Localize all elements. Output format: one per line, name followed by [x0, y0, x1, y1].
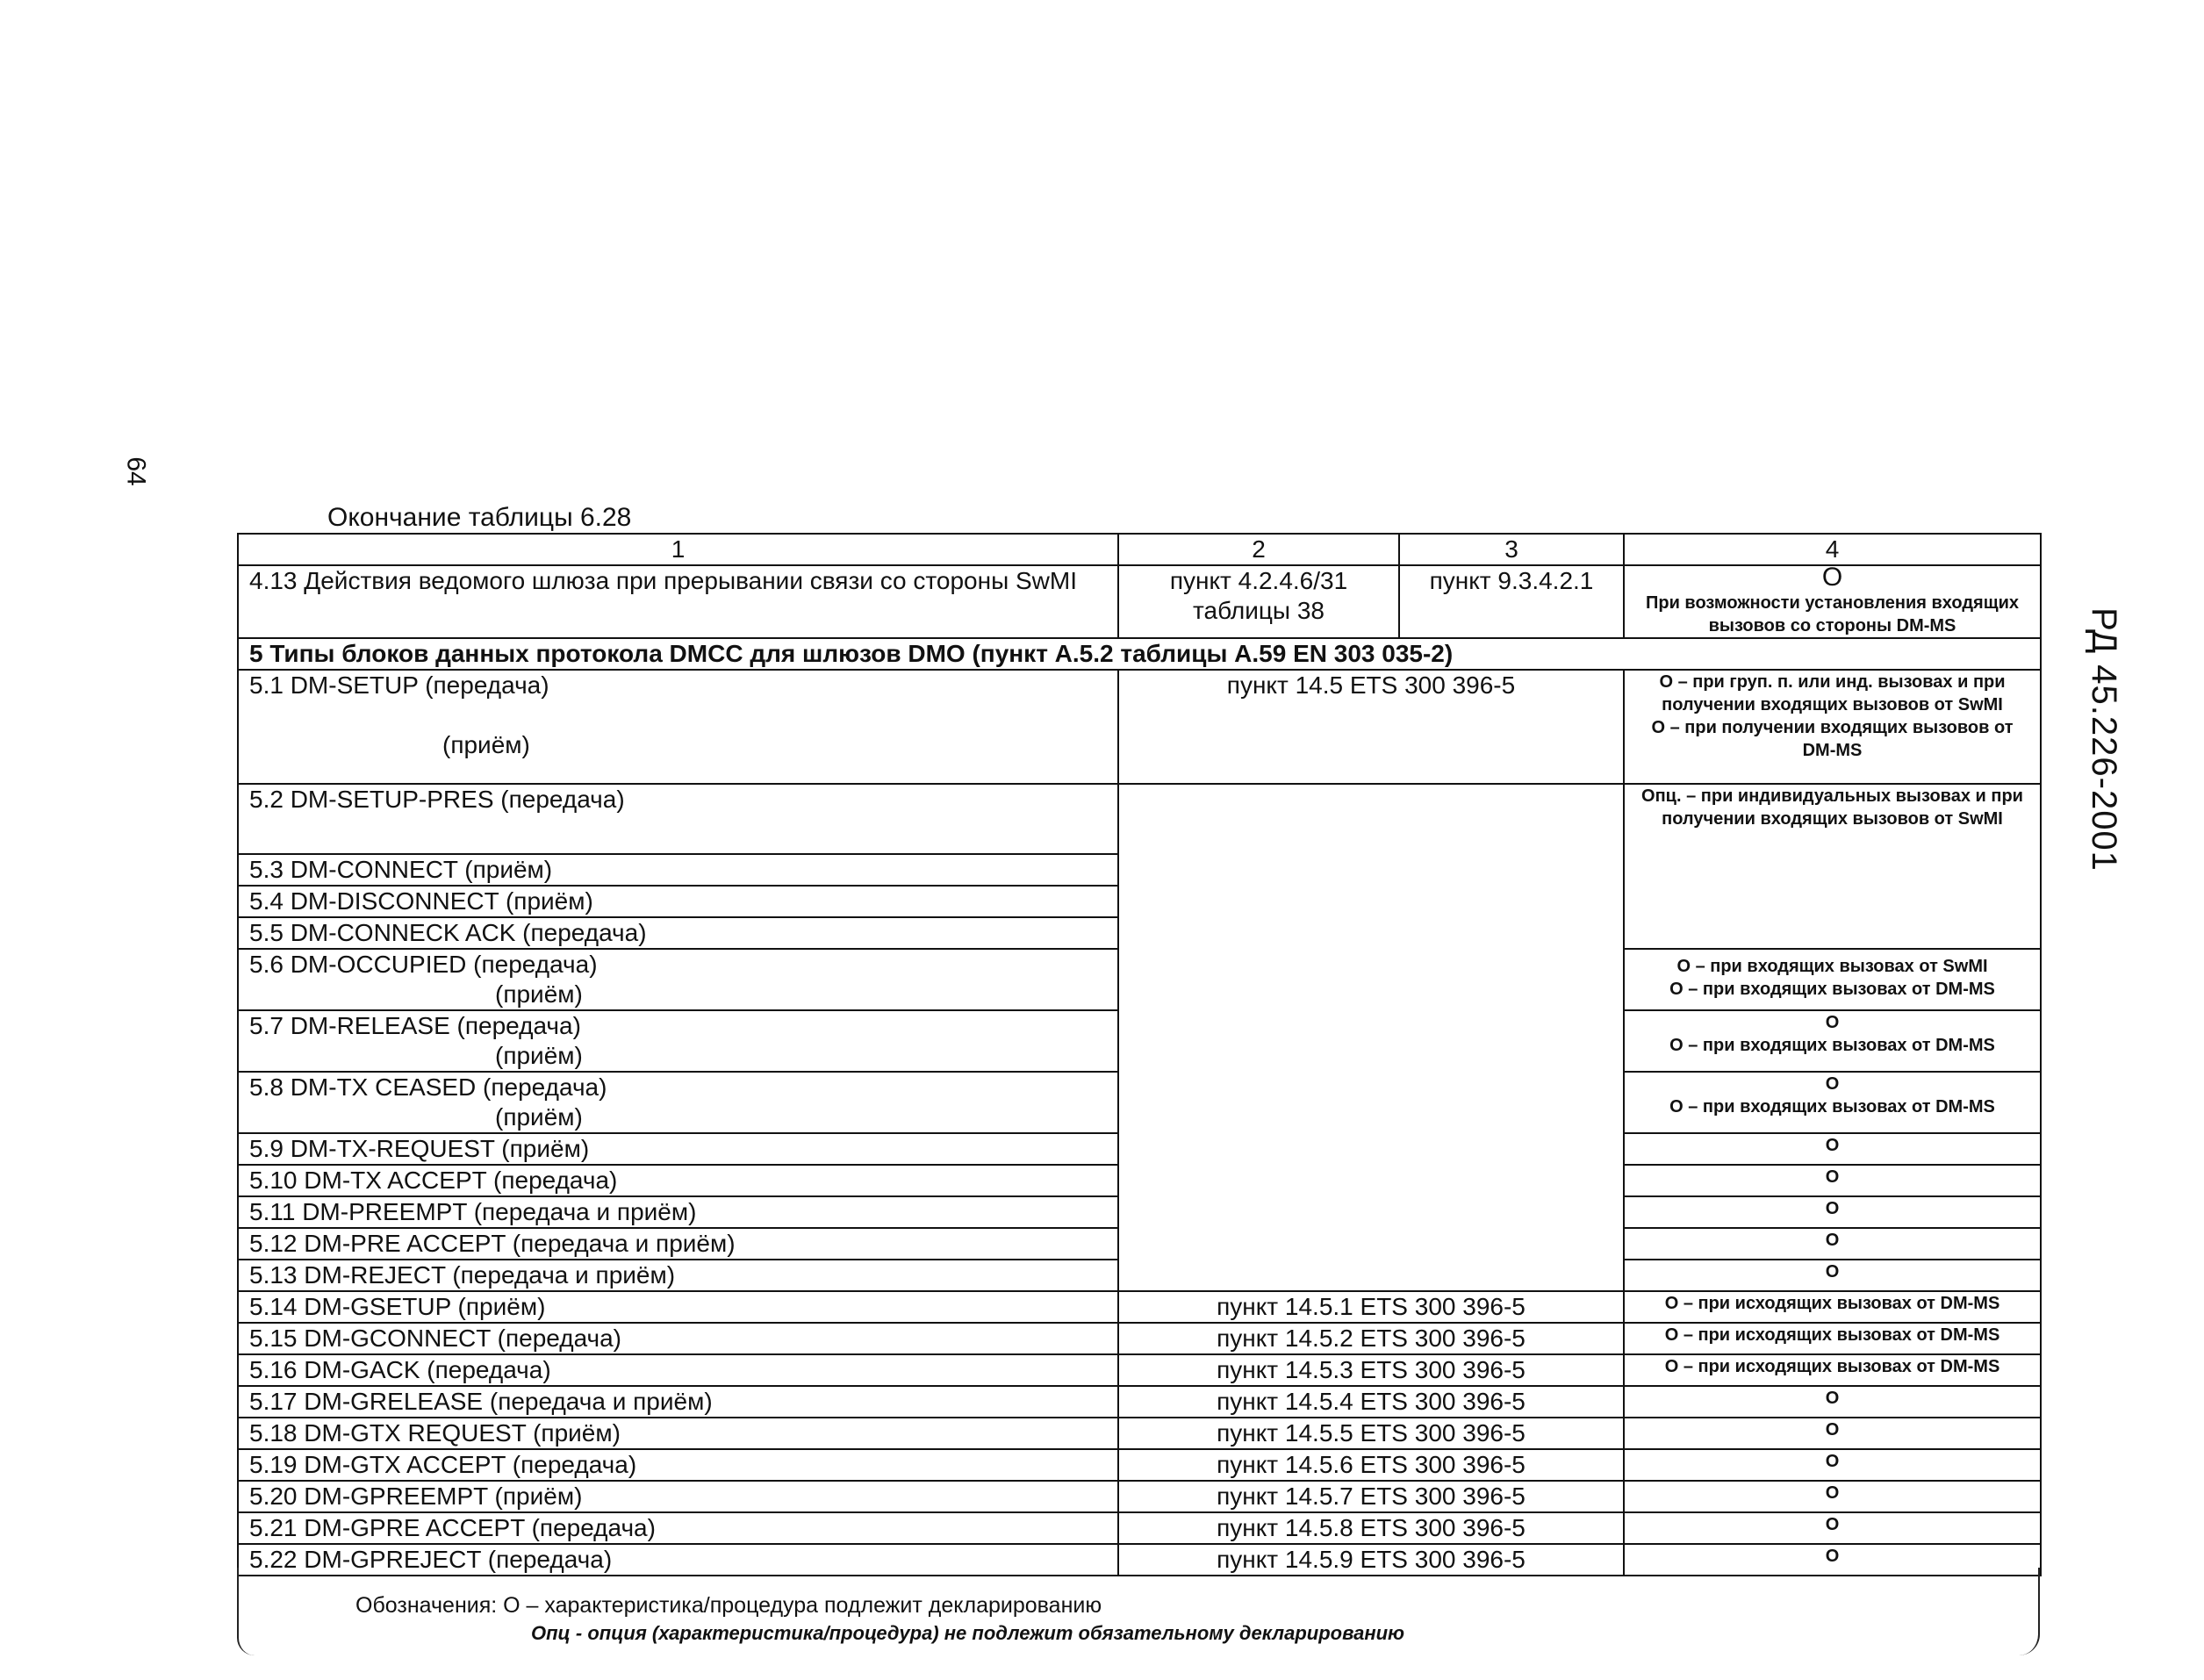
- row-label: 5.13 DM-REJECT (передача и приём): [238, 1260, 1118, 1291]
- row-label: 5.17 DM-GRELEASE (передача и приём): [238, 1386, 1118, 1418]
- ref-line: таблицы 38: [1193, 597, 1325, 624]
- status-cell: О: [1624, 1449, 2041, 1481]
- status-cell: [1624, 949, 2041, 1010]
- status-cell: О: [1624, 1196, 2041, 1228]
- legend-line: Обозначения: О – характеристика/процедура подлежит декларированию: [355, 1593, 1102, 1618]
- row-label: 5.11 DM-PREEMPT (передача и приём): [238, 1196, 1118, 1228]
- legend-line: Опц - опция (характеристика/процедура) не подлежит обязательному декларированию: [531, 1622, 1405, 1644]
- row-label: 5.20 DM-GPREEMPT (приём): [238, 1481, 1118, 1512]
- ref-cell: пункт 14.5 ETS 300 396-5: [1118, 670, 1624, 784]
- status-cell: [1624, 670, 2041, 784]
- row-label: [238, 670, 1118, 784]
- row-label: 5.3 DM-CONNECT (приём): [238, 854, 1118, 886]
- table-caption: Окончание таблицы 6.28: [327, 503, 632, 532]
- legend-bracket-right: [2019, 1568, 2040, 1655]
- row-label: [238, 949, 1118, 1010]
- status-note: О – при входящих вызовах от DM-MS: [1669, 1097, 1995, 1116]
- row-label: 5.21 DM-GPRE ACCEPT (передача): [238, 1512, 1118, 1544]
- status-note: При возможности установления входящих вызовов со стороны DM-MS: [1645, 593, 2020, 635]
- merged-ref-cell: [1118, 784, 1624, 1291]
- row-label: [238, 1010, 1118, 1072]
- row-label: 5.4 DM-DISCONNECT (приём): [238, 886, 1118, 917]
- status-note: О – при входящих вызовах от DM-MS: [1669, 980, 1995, 999]
- row-label: 4.13 Действия ведомого шлюза при прерывании связи со стороны SwMI: [238, 565, 1118, 638]
- ref-cell: пункт 14.5.9 ETS 300 396-5: [1118, 1544, 1624, 1576]
- legend-bracket-left: [237, 1568, 255, 1655]
- row-label: 5.15 DM-GCONNECT (передача): [238, 1323, 1118, 1354]
- row-label: 5.19 DM-GTX ACCEPT (передача): [238, 1449, 1118, 1481]
- ref-cell: пункт 14.5.2 ETS 300 396-5: [1118, 1323, 1624, 1354]
- status-cell: О: [1624, 1386, 2041, 1418]
- table-row: [238, 1481, 2041, 1512]
- row-label: 5.5 DM-CONNECK ACK (передача): [238, 917, 1118, 949]
- status-note: О – при получении входящих вызовов от DM-MS: [1651, 718, 2014, 760]
- status-value: О: [1821, 563, 1843, 592]
- ref-cell: пункт 14.5.1 ETS 300 396-5: [1118, 1291, 1624, 1323]
- status-cell: [1624, 565, 2041, 638]
- ref-cell: пункт 14.5.4 ETS 300 396-5: [1118, 1386, 1624, 1418]
- row-label: 5.9 DM-TX-REQUEST (приём): [238, 1133, 1118, 1165]
- row-label: 5.16 DM-GACK (передача): [238, 1354, 1118, 1386]
- row-label: 5.14 DM-GSETUP (приём): [238, 1291, 1118, 1323]
- status-cell: О – при исходящих вызовах от DM-MS: [1624, 1323, 2041, 1354]
- row-label-line: (приём): [495, 1042, 583, 1069]
- row-label: 5.10 DM-TX ACCEPT (передача): [238, 1165, 1118, 1196]
- header-cell: 2: [1118, 534, 1399, 565]
- table-row: [238, 1544, 2041, 1576]
- status-cell: О – при исходящих вызовах от DM-MS: [1624, 1291, 2041, 1323]
- table-row: [238, 1449, 2041, 1481]
- ref-cell: пункт 14.5.5 ETS 300 396-5: [1118, 1418, 1624, 1449]
- row-label-line: (приём): [442, 731, 530, 758]
- status-value: О: [1825, 1074, 1840, 1094]
- section-title: 5 Типы блоков данных протокола DMCC для шлюзов DMO (пункт А.5.2 таблицы А.59 EN 303 035-2): [238, 638, 2041, 670]
- ref-cell: пункт 14.5.7 ETS 300 396-5: [1118, 1481, 1624, 1512]
- header-cell: 4: [1624, 534, 2041, 565]
- ref-cell: пункт 14.5.3 ETS 300 396-5: [1118, 1354, 1624, 1386]
- header-row: [238, 534, 2041, 565]
- row-label-line: 5.1 DM-SETUP (передача): [249, 671, 549, 699]
- status-cell: Опц. – при индивидуальных вызовах и при получении входящих вызовов от SwMI: [1624, 784, 2041, 949]
- table-row: [238, 784, 2041, 854]
- status-cell: О – при исходящих вызовах от DM-MS: [1624, 1354, 2041, 1386]
- row-label-line: 5.8 DM-TX CEASED (передача): [249, 1073, 607, 1101]
- table-row: [238, 1354, 2041, 1386]
- table-row: [238, 1418, 2041, 1449]
- ref-cell: [1118, 565, 1399, 638]
- table-row: [238, 565, 2041, 638]
- ref-cell: пункт 14.5.6 ETS 300 396-5: [1118, 1449, 1624, 1481]
- status-cell: О: [1624, 1133, 2041, 1165]
- status-cell: О: [1624, 1418, 2041, 1449]
- status-note: О – при груп. п. или инд. вызовах и при получении входящих вызовов от SwMI: [1659, 672, 2006, 714]
- status-cell: О: [1624, 1228, 2041, 1260]
- row-label-line: (приём): [495, 1103, 583, 1131]
- row-label: 5.2 DM-SETUP-PRES (передача): [238, 784, 1118, 854]
- status-cell: [1624, 1072, 2041, 1133]
- table-row: [238, 1323, 2041, 1354]
- status-cell: О: [1624, 1544, 2041, 1576]
- table-row: [238, 1291, 2041, 1323]
- row-label: 5.12 DM-PRE ACCEPT (передача и приём): [238, 1228, 1118, 1260]
- row-label-line: 5.7 DM-RELEASE (передача): [249, 1012, 581, 1039]
- row-label-line: (приём): [495, 980, 583, 1008]
- row-label: 5.22 DM-GPREJECT (передача): [238, 1544, 1118, 1576]
- protocol-table: [237, 533, 2042, 1576]
- table-row: [238, 1386, 2041, 1418]
- row-label: [238, 1072, 1118, 1133]
- section-row: [238, 638, 2041, 670]
- status-cell: О: [1624, 1260, 2041, 1291]
- row-label: 5.18 DM-GTX REQUEST (приём): [238, 1418, 1118, 1449]
- ref-cell: пункт 9.3.4.2.1: [1399, 565, 1624, 638]
- row-label-line: 5.6 DM-OCCUPIED (передача): [249, 951, 598, 978]
- status-cell: О: [1624, 1165, 2041, 1196]
- ref-cell: пункт 14.5.8 ETS 300 396-5: [1118, 1512, 1624, 1544]
- header-cell: 1: [238, 534, 1118, 565]
- status-cell: О: [1624, 1481, 2041, 1512]
- status-cell: [1624, 1010, 2041, 1072]
- table-row: [238, 1512, 2041, 1544]
- status-note: О – при входящих вызовах от SwMI: [1676, 957, 1988, 976]
- status-value: О: [1825, 1013, 1840, 1032]
- table-row: [238, 670, 2041, 784]
- page-number: 64: [121, 456, 151, 486]
- status-cell: О: [1624, 1512, 2041, 1544]
- document-code: РД 45.226-2001: [2084, 607, 2123, 872]
- status-note: О – при входящих вызовах от DM-MS: [1669, 1036, 1995, 1055]
- ref-line: пункт 4.2.4.6/31: [1169, 567, 1348, 594]
- header-cell: 3: [1399, 534, 1624, 565]
